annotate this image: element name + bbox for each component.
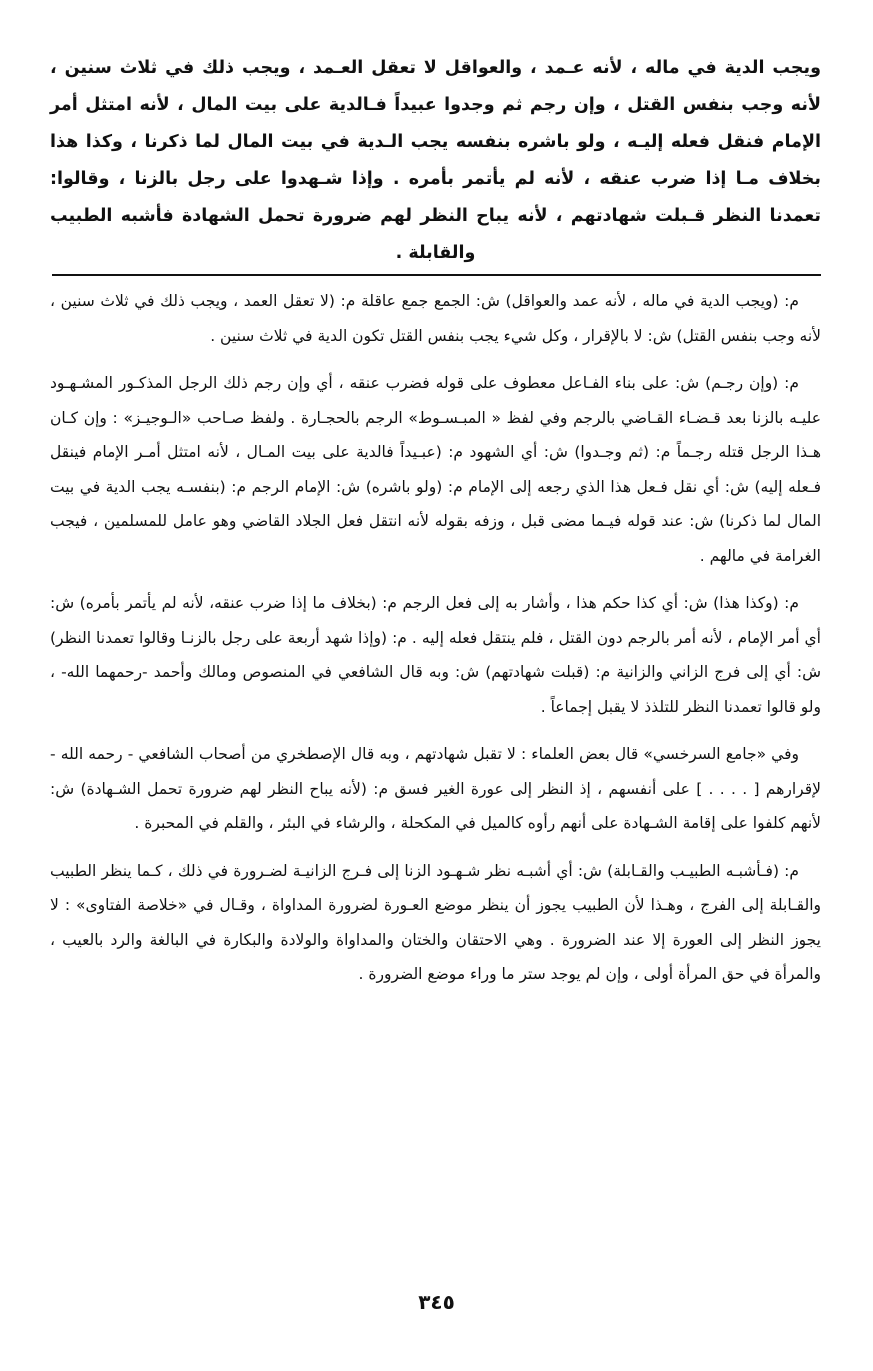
commentary-paragraph-1: م: (ويجب الدية في ماله ، لأنه عمد والعواقل) ش: الجمع جمع عاقلة م: (لا تعقل العمد ، ويجب ذلك في ثلاث سنين ، لأنه وجب بنفس القتل) ش: لا بالإقرار ، وكل شيء يجب بنفس القتل تكون الدية في ثلاث سنين .	[50, 292, 821, 345]
main-text-block	[50, 50, 821, 272]
commentary-block	[50, 284, 821, 1005]
page-number: ٣٤٥	[418, 1290, 455, 1314]
separator-line	[52, 274, 821, 276]
commentary-paragraph-4: وفي «جامع السرخسي» قال بعض العلماء : لا تقبل شهادتهم ، وبه قال الإصطخري من أصحاب الشافعي - رحمه الله - لإقرارهم [ . . . . ] على أنفسهم ، إذ النظر إلى عورة الغير فسق م: (لأنه يباح النظر لهم ضرورة تحمل الشـهادة) ش: لأنهم كلفوا على إقامة الشـهادة على أنهم رأوه كالميل في المكحلة ، والرشاء في البئر ، والقلم في المحبرة .	[50, 745, 821, 832]
commentary-paragraph-2: م: (وإن رجـم) ش: على بناء الفـاعل معطوف على قوله فضرب عنقه ، أي وإن رجم ذلك الرجل المذكـور المشـهـود عليـه بالزنا بعد قـضـاء القـاضي بالرجم وفي لفظ « المبـسـوط» الرجم بالحجـارة . ولفظ صـاحب «الـوجيـز» : وإن كـان هـذا الرجل قتله رجـماً م: (ثم وجـدوا) ش: أي الشهود م: (عبـيداً فالدية على بيت المـال ، لأنه امتثل أمـر الإمام فينقل فـعله إليه) ش: أي نقل فـعل هذا الذي رجعه إلى الإمام م: (ولو باشره) ش: الإمام الرجم م: (بنفسـه يجب الدية في بيت المال لما ذكرنا) ش: عند قوله فيـما مضى قبل ، وزفه بقوله لأنه انتقل فعل الجلاد القاضي وهو عامل للمسلمين ، فيجب الغرامة في مالهم .	[50, 374, 821, 565]
main-text-paragraph: ويجب الدية في ماله ، لأنه عـمد ، والعواقل لا تعقل العـمد ، ويجب ذلك في ثلاث سنين ، لأنه وجب بنفس القتل ، وإن رجم ثم وجدوا عبيداً فـالدية على بيت المال ، لأنه امتثل أمر الإمام فنقل فعله إليـه ، ولو باشره بنفسه يجب الـدية في بيت المال لما ذكرنا ، وكذا هذا بخلاف مـا إذا ضرب عنقه ، لأنه لم يأتمر بأمره . وإذا شـهدوا على رجل بالزنا ، وقالوا: تعمدنا النظر قـبلت شهادتهم ، لأنه يباح النظر لهم ضرورة تحمل الشهادة فأشبه الطبيب والقابلة .	[50, 58, 821, 263]
commentary-paragraph-3: م: (وكذا هذا) ش: أي كذا حكم هذا ، وأشار به إلى فعل الرجم م: (بخلاف ما إذا ضرب عنقه، لأنه لم يأتمر بأمره) ش: أي أمر الإمام ، لأنه أمر بالرجم دون القتل ، فلم ينتقل فعله إليه . م: (وإذا شهد أربعة على رجل بالزنـا وقالوا تعمدنا النظر) ش: أي إلى فرج الزاني والزانية م: (قبلت شهادتهم) ش: وبه قال الشافعي في المنصوص ومالك وأحمد -رحمهما الله- ، ولو قالوا تعمدنا النظر للتلذذ لا يقبل إجماعاً .	[50, 594, 821, 716]
commentary-paragraph-5: م: (فـأشبـه الطبيـب والقـابلة) ش: أي أشبـه نظر شـهـود الزنا إلى فـرج الزانيـة لضـرورة في ذلك ، كـما ينظر الطبيب والقـابلة إلى الفرج ، وهـذا لأن الطبيب يجوز أن ينظر موضع العـورة لضرورة المداواة ، وقـال في «خلاصة الفتاوى» : لا يجوز النظر إلى العورة إلا عند الضرورة . وهي الاحتقان والختان والمداواة والولادة والبكارة في البالغة والرد بالعيب ، والمرأة في حق المرأة أولى ، وإن لم يوجد ستر ما وراء موضع الضرورة .	[50, 861, 821, 983]
